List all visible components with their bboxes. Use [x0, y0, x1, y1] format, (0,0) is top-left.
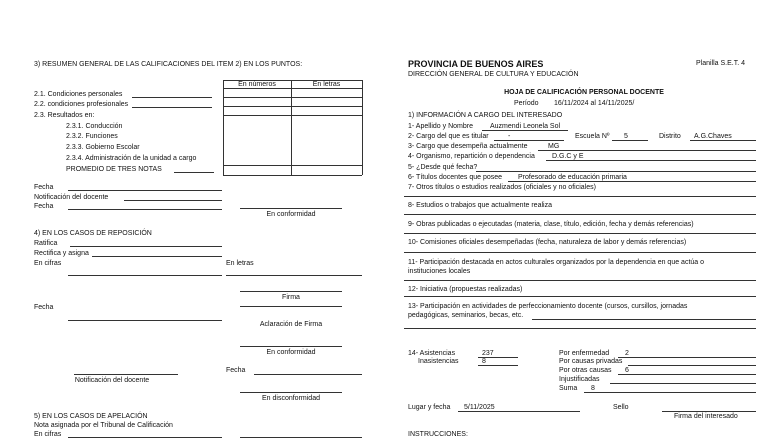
- row-funciones: 2.3.2. Funciones: [66, 133, 118, 140]
- fecha-label-4: Fecha: [226, 367, 246, 374]
- cargo-actual-value: MG: [548, 143, 560, 150]
- cargo-actual-label: 3- Cargo que desempeña actualmente: [408, 143, 528, 150]
- notificacion-del-docente-label: Notificación del docente: [74, 377, 150, 384]
- en-cifras-label: En cifras: [34, 260, 62, 267]
- en-disconformidad-label: En disconformidad: [262, 395, 320, 402]
- row-results: 2.3. Resultados en:: [34, 112, 95, 119]
- comisiones-label: 10- Comisiones oficiales desempeñadas (fecha, naturaleza de labor y demás referencias): [408, 239, 687, 246]
- column-header-numbers: En números: [238, 81, 276, 88]
- row-gobierno: 2.3.3. Gobierno Escolar: [66, 144, 140, 151]
- periodo-value: 16/11/2024 al 14/11/2025/: [554, 100, 635, 107]
- asistencias-value: 237: [482, 350, 494, 357]
- notificacion-docente-label: Notificación del docente: [34, 194, 109, 201]
- section-4-title: 4) EN LOS CASOS DE REPOSICIÓN: [34, 230, 152, 237]
- lugar-fecha-label: Lugar y fecha: [408, 404, 451, 411]
- periodo-label: Período: [514, 100, 539, 107]
- fecha-label-2: Fecha: [34, 203, 54, 210]
- organismo-value: D.G.C y E: [552, 153, 584, 160]
- inasistencias-label: Inasistencias: [418, 358, 459, 365]
- participacion-label-line1: 11- Participación destacada en actos culturales organizados por la dependencia en que actúa o: [408, 259, 705, 266]
- participacion-label-line2: instituciones locales: [408, 268, 471, 275]
- en-conformidad-label-2: En conformidad: [266, 349, 316, 356]
- row-conduccion: 2.3.1. Conducción: [66, 123, 123, 130]
- en-cifras-label-2: En cifras: [34, 431, 62, 438]
- distrito-label: Distrito: [659, 133, 681, 140]
- perfeccionamiento-label-line1: 13- Participación en actividades de perfeccionamiento docente (cursos, cursillos, jornadas: [408, 303, 688, 310]
- otras-causas-label: Por otras causas: [559, 367, 612, 374]
- organismo-label: 4- Organismo, repartición o dependencia: [408, 153, 535, 160]
- iniciativa-label: 12- Iniciativa (propuestas realizadas): [408, 286, 523, 293]
- titulos-value: Profesorado de educación primaria: [518, 174, 627, 181]
- cargo-titular-label: 2- Cargo del que es titular: [408, 133, 489, 140]
- perfeccionamiento-label-line2: pedagógicas, seminarios, becas, etc.: [408, 312, 524, 319]
- rectifica-label: Rectifica y asigna: [34, 250, 89, 257]
- injustificadas-label: Injustificadas: [559, 376, 600, 383]
- en-letras-label: En letras: [226, 260, 254, 267]
- section-5-title: 5) EN LOS CASOS DE APELACIÓN: [34, 413, 148, 420]
- sello-label: Sello: [613, 404, 629, 411]
- firma-interesado-label: Firma del interesado: [674, 413, 738, 420]
- en-conformidad-label: En conformidad: [266, 211, 316, 218]
- fecha-label: Fecha: [34, 184, 54, 191]
- fecha-label-3: Fecha: [34, 304, 54, 311]
- row-personal-conditions: 2.1. Condiciones personales: [34, 91, 123, 98]
- row-promedio: PROMEDIO DE TRES NOTAS: [66, 166, 162, 173]
- apellido-label: 1- Apellido y Nombre: [408, 123, 473, 130]
- distrito-value: A.G.Chaves: [694, 133, 732, 140]
- section-1-title: 1) INFORMACIÓN A CARGO DEL INTERESADO: [408, 112, 563, 119]
- planilla-label: Planilla S.E.T. 4: [696, 60, 746, 67]
- titulos-label: 6- Títulos docentes que posee: [408, 174, 503, 181]
- section-3-title: 3) RESUMEN GENERAL DE LAS CALIFICACIONES DEL ITEM 2) EN LOS PUNTOS:: [34, 61, 303, 68]
- nota-tribunal-label: Nota asignada por el Tribunal de Calificación: [34, 422, 173, 429]
- apellido-value: Auzmendi Leonela Sol: [490, 123, 561, 130]
- enfermedad-label: Por enfermedad: [559, 350, 610, 357]
- instrucciones-title: INSTRUCCIONES:: [408, 431, 468, 438]
- otros-titulos-label: 7- Otros títulos o estudios realizados (oficiales y no oficiales): [408, 184, 596, 191]
- escuela-label: Escuela Nº: [575, 133, 610, 140]
- column-header-letters: En letras: [312, 81, 341, 88]
- asistencias-label: 14- Asistencias: [408, 350, 456, 357]
- direccion-title: DIRECCIÓN GENERAL DE CULTURA Y EDUCACIÓN: [408, 71, 579, 78]
- suma-label: Suma: [559, 385, 578, 392]
- ratifica-label: Ratifica: [34, 240, 58, 247]
- aclaracion-firma-label: Aclaración de Firma: [259, 321, 323, 328]
- row-professional-conditions: 2.2. condiciones profesionales: [34, 101, 129, 108]
- escuela-value: 5: [624, 133, 628, 140]
- firma-label: Firma: [282, 294, 300, 301]
- hoja-title: HOJA DE CALIFICACIÓN PERSONAL DOCENTE: [504, 89, 664, 96]
- obras-label: 9- Obras publicadas o ejecutadas (materia, clase, título, edición, fecha y demás referencias): [408, 221, 694, 228]
- estudios-label: 8- Estudios o trabajos que actualmente realiza: [408, 202, 552, 209]
- desde-fecha-label: 5- ¿Desde qué fecha?: [408, 164, 478, 171]
- enfermedad-value: 2: [625, 350, 629, 357]
- inasistencias-value: 8: [482, 358, 486, 365]
- row-administracion: 2.3.4. Administración de la unidad a cargo: [66, 155, 197, 162]
- province-title: PROVINCIA DE BUENOS AIRES: [408, 59, 544, 69]
- privadas-label: Por causas privadas: [559, 358, 623, 365]
- cargo-titular-value: -: [508, 133, 511, 140]
- suma-value: 8: [591, 385, 595, 392]
- otras-causas-value: 6: [625, 367, 629, 374]
- lugar-fecha-value: 5/11/2025: [464, 404, 495, 411]
